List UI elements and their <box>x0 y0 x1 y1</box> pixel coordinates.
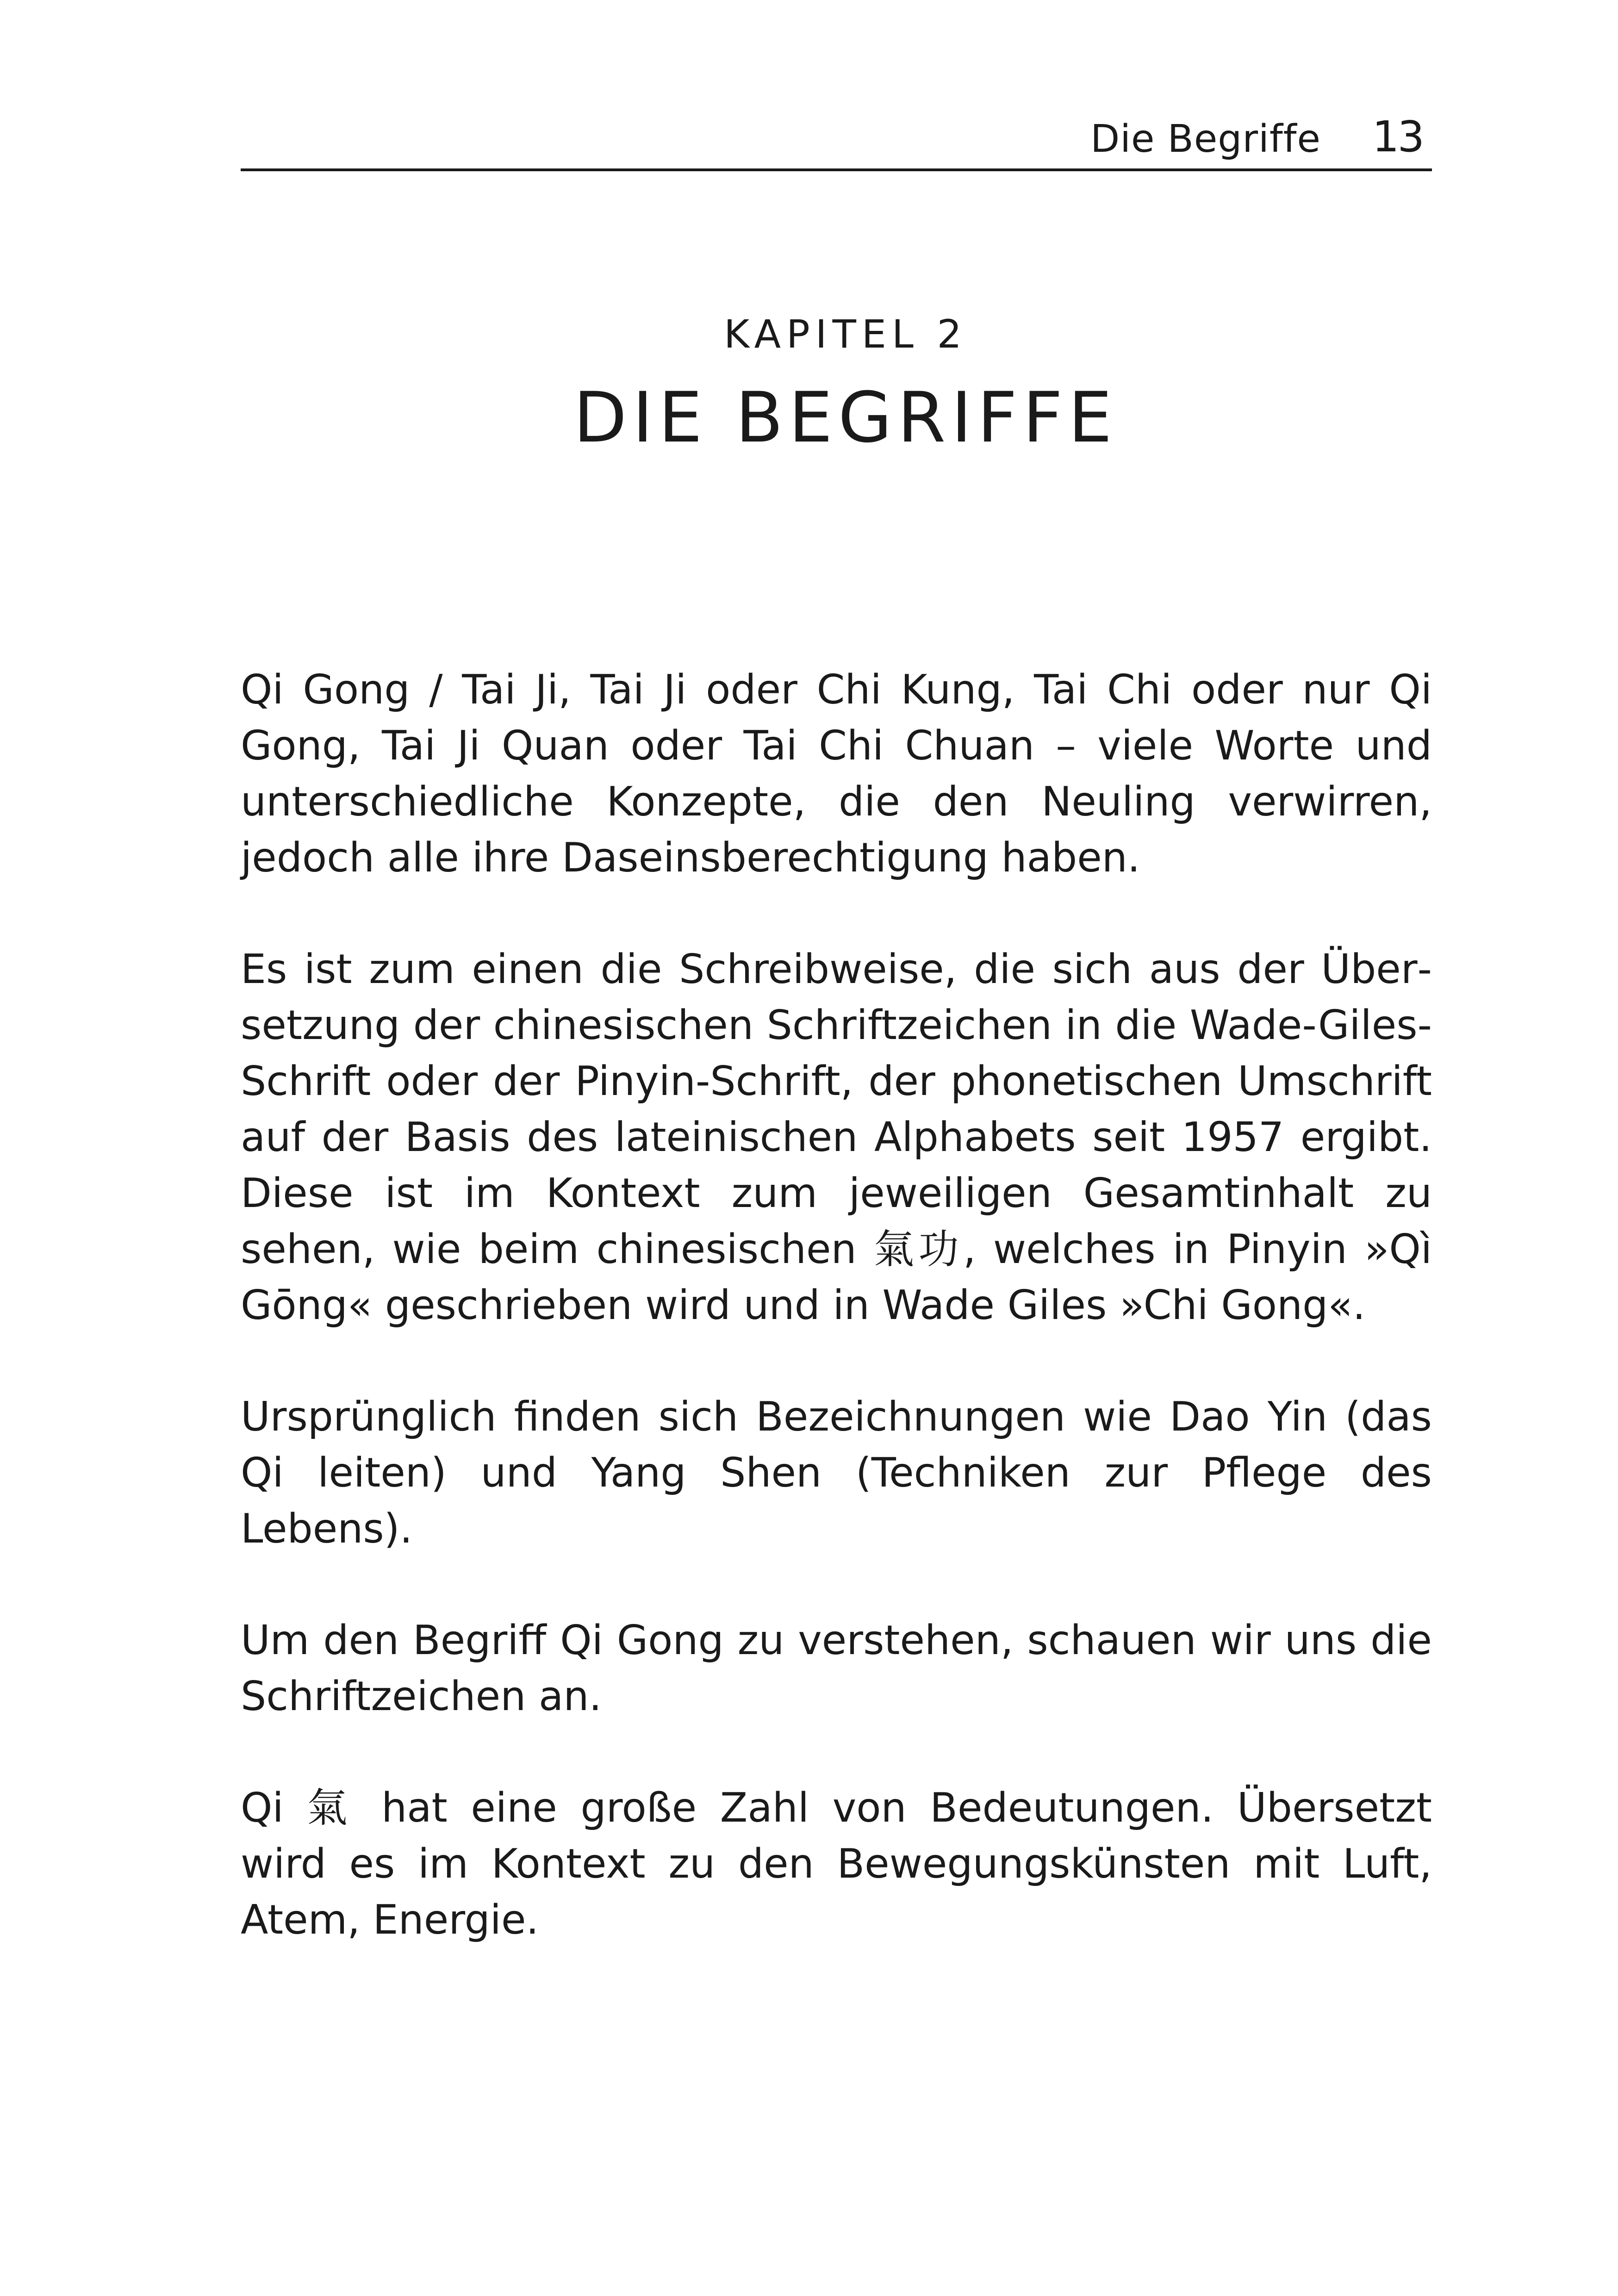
paragraph-2: Es ist zum einen die Schreibweise, die sich aus der Übersetzung der chinesischen Schriftzeichen in die Wade-Giles-Schrift oder der Pinyin-Schrift, der phonetischen Umschrift auf der Basis des lateinischen Alphabets seit 1957 ergibt. Diese ist im Kontext zum jeweiligen Gesamtinhalt zu sehen, wie beim chinesischen 氣功, welches in Pinyin »Qì Gōng« geschrieben wird und in Wade Giles »Chi Gong«. <box>241 946 1432 1329</box>
paragraph-5: Qi 氣 hat eine große Zahl von Bedeutungen. Übersetzt wird es im Kontext zu den Bewegungskünsten mit Luft, Atem, Energie. <box>241 1784 1432 1943</box>
body-text <box>241 662 1432 2004</box>
running-head-title: Die Begriffe <box>1090 117 1321 161</box>
chapter-title: DIE BEGRIFFE <box>573 378 1118 458</box>
running-head <box>241 112 1432 171</box>
paragraph-3: Ursprünglich finden sich Bezeichnungen wie Dao Yin (das Qi leiten) und Yang Shen (Techniken zur Pflege des Lebens). <box>241 1393 1432 1552</box>
paragraph-4: Um den Begriff Qi Gong zu verstehen, schauen wir uns die Schriftzeichen an. <box>241 1617 1432 1720</box>
page-number: 13 <box>1372 112 1423 162</box>
chapter-label: KAPITEL 2 <box>724 311 967 357</box>
paragraph-1: Qi Gong / Tai Ji, Tai Ji oder Chi Kung, Tai Chi oder nur Qi Gong, Tai Ji Quan oder Tai Chi Chuan – viele Worte und unterschiedliche Konzepte, die den Neuling verwirren, jedoch alle ihre Daseinsberechtigung haben. <box>241 666 1432 881</box>
chapter-heading <box>241 311 1432 499</box>
